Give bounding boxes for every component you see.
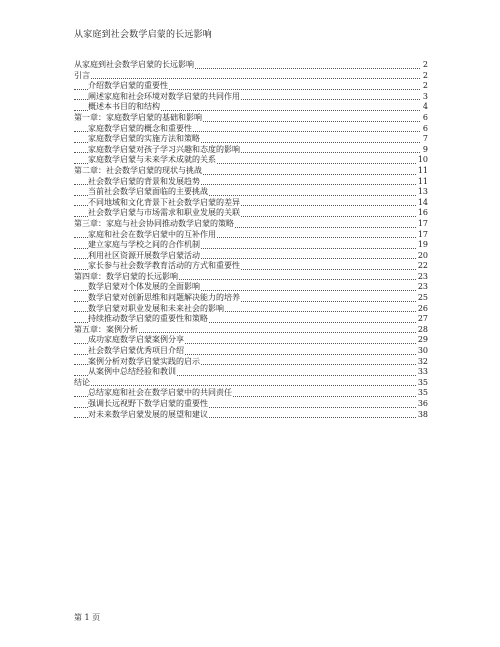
toc-entry-title: 总结家庭和社会在数学启蒙中的共同责任 bbox=[88, 388, 232, 398]
toc-entry[interactable] bbox=[74, 314, 428, 325]
running-header: 从家庭到社会数学启蒙的长远影响 bbox=[74, 30, 213, 40]
toc-entry-page-number: 6 bbox=[422, 123, 428, 133]
toc-entry[interactable] bbox=[74, 346, 428, 357]
toc-entry-title: 数学启蒙对创新思维和问题解决能力的培养 bbox=[88, 293, 240, 303]
toc-entry-title: 第四章：数学启蒙的长远影响 bbox=[74, 271, 178, 281]
toc-entry-title: 社会数学启蒙与市场需求和职业发展的关联 bbox=[88, 208, 240, 218]
toc-entry[interactable] bbox=[74, 134, 428, 145]
toc-entry[interactable] bbox=[74, 388, 428, 399]
toc-entry[interactable] bbox=[74, 166, 428, 177]
table-of-contents bbox=[74, 60, 428, 420]
toc-entry[interactable] bbox=[74, 293, 428, 304]
toc-entry-title: 数学启蒙对职业发展和未来社会的影响 bbox=[88, 303, 224, 313]
toc-entry-title: 家庭数学启蒙对孩子学习兴趣和态度的影响 bbox=[88, 144, 240, 154]
toc-entry-title: 成功家庭数学启蒙案例分享 bbox=[88, 335, 184, 345]
toc-entry-page-number: 6 bbox=[422, 112, 428, 122]
toc-entry-page-number: 4 bbox=[422, 102, 428, 112]
toc-entry[interactable] bbox=[74, 102, 428, 113]
toc-entry-page-number: 16 bbox=[417, 208, 428, 218]
toc-entry-title: 结论 bbox=[74, 377, 90, 387]
dot-leader bbox=[74, 385, 420, 386]
toc-entry-title: 家庭数学启蒙的概念和重要性 bbox=[88, 123, 192, 133]
toc-entry-title: 对未来数学启蒙发展的展望和建议 bbox=[88, 409, 208, 419]
toc-entry-page-number: 38 bbox=[417, 409, 428, 419]
toc-entry-page-number: 30 bbox=[417, 346, 428, 356]
toc-entry-page-number: 32 bbox=[417, 356, 428, 366]
toc-entry-page-number: 28 bbox=[417, 324, 428, 334]
toc-entry[interactable] bbox=[74, 219, 428, 230]
toc-entry[interactable] bbox=[74, 410, 428, 421]
toc-entry-page-number: 11 bbox=[417, 165, 428, 175]
toc-entry-title: 案例分析对数学启蒙实践的启示 bbox=[88, 356, 200, 366]
toc-entry-page-number: 33 bbox=[417, 367, 428, 377]
toc-entry-page-number: 17 bbox=[417, 218, 428, 228]
toc-entry-page-number: 2 bbox=[422, 70, 428, 80]
toc-entry-title: 从家庭到社会数学启蒙的长远影响 bbox=[74, 60, 194, 69]
toc-entry-page-number: 27 bbox=[417, 314, 428, 324]
toc-entry-title: 不同地域和文化背景下社会数学启蒙的差异 bbox=[88, 197, 240, 207]
toc-entry-title: 强调长远视野下数学启蒙的重要性 bbox=[88, 399, 208, 408]
toc-entry-page-number: 23 bbox=[417, 282, 428, 292]
toc-entry-page-number: 13 bbox=[417, 187, 428, 197]
toc-entry-title: 当前社会数学启蒙面临的主要挑战 bbox=[88, 187, 208, 197]
toc-entry-title: 社会数学启蒙的背景和发展趋势 bbox=[88, 176, 200, 186]
toc-entry-page-number: 23 bbox=[417, 271, 428, 281]
toc-entry-page-number: 25 bbox=[417, 293, 428, 303]
toc-entry-page-number: 11 bbox=[417, 176, 428, 186]
toc-entry[interactable] bbox=[74, 60, 428, 71]
toc-entry-page-number: 2 bbox=[422, 60, 428, 69]
toc-entry-title: 持续推动数学启蒙的重要性和策略 bbox=[88, 314, 208, 324]
toc-entry-title: 社会数学启蒙优秀项目介绍 bbox=[88, 346, 184, 356]
toc-entry-page-number: 9 bbox=[422, 144, 428, 154]
toc-entry-title: 第三章：家庭与社会协同推动数学启蒙的策略 bbox=[74, 218, 234, 228]
toc-entry[interactable] bbox=[74, 282, 428, 293]
toc-entry[interactable] bbox=[74, 357, 428, 368]
toc-entry-page-number: 10 bbox=[417, 155, 428, 165]
toc-entry-page-number: 26 bbox=[417, 303, 428, 313]
toc-entry-title: 家庭和社会在数学启蒙中的互补作用 bbox=[88, 229, 216, 239]
toc-entry[interactable] bbox=[74, 325, 428, 336]
toc-entry[interactable] bbox=[74, 240, 428, 251]
page-number: 第 1 页 bbox=[74, 613, 101, 622]
toc-entry-title: 家庭数学启蒙与未来学术成就的关系 bbox=[88, 155, 216, 165]
toc-entry-page-number: 20 bbox=[417, 250, 428, 260]
toc-entry[interactable] bbox=[74, 335, 428, 346]
toc-entry-title: 引言 bbox=[74, 70, 90, 80]
toc-entry-page-number: 17 bbox=[417, 229, 428, 239]
toc-entry-title: 阐述家庭和社会环境对数学启蒙的共同作用 bbox=[88, 91, 240, 101]
toc-entry[interactable] bbox=[74, 399, 428, 410]
toc-entry-page-number: 3 bbox=[422, 91, 428, 101]
toc-entry-title: 第二章：社会数学启蒙的现状与挑战 bbox=[74, 165, 202, 175]
toc-entry[interactable] bbox=[74, 261, 428, 272]
toc-entry[interactable] bbox=[74, 155, 428, 166]
toc-entry[interactable] bbox=[74, 198, 428, 209]
toc-entry[interactable] bbox=[74, 230, 428, 241]
toc-entry-title: 从案例中总结经验和教训 bbox=[88, 367, 176, 377]
toc-entry-title: 第一章：家庭数学启蒙的基础和影响 bbox=[74, 112, 202, 122]
toc-entry-title: 数学启蒙对个体发展的全面影响 bbox=[88, 282, 200, 292]
toc-entry[interactable] bbox=[74, 113, 428, 124]
toc-entry[interactable] bbox=[74, 251, 428, 262]
toc-entry-page-number: 2 bbox=[422, 81, 428, 91]
toc-entry-page-number: 35 bbox=[417, 388, 428, 398]
toc-entry-page-number: 35 bbox=[417, 377, 428, 387]
toc-entry-page-number: 36 bbox=[417, 399, 428, 408]
toc-entry[interactable] bbox=[74, 367, 428, 378]
toc-entry[interactable] bbox=[74, 92, 428, 103]
toc-entry-title: 介绍数学启蒙的重要性 bbox=[88, 81, 168, 91]
toc-entry-title: 概述本书目的和结构 bbox=[88, 102, 160, 112]
dot-leader bbox=[74, 78, 420, 79]
toc-entry-page-number: 14 bbox=[417, 197, 428, 207]
toc-entry[interactable] bbox=[74, 304, 428, 315]
toc-entry[interactable] bbox=[74, 177, 428, 188]
toc-entry[interactable] bbox=[74, 145, 428, 156]
toc-entry[interactable] bbox=[74, 187, 428, 198]
toc-entry[interactable] bbox=[74, 272, 428, 283]
toc-entry-page-number: 22 bbox=[417, 261, 428, 271]
toc-entry-title: 利用社区资源开展数学启蒙活动 bbox=[88, 250, 200, 260]
toc-entry-title: 家长参与社会数学教育活动的方式和重要性 bbox=[88, 261, 240, 271]
toc-entry[interactable] bbox=[74, 378, 428, 389]
toc-entry-title: 第五章：案例分析 bbox=[74, 324, 138, 334]
toc-entry[interactable] bbox=[74, 71, 428, 82]
toc-entry-title: 建立家庭与学校之间的合作机制 bbox=[88, 240, 200, 250]
toc-entry[interactable] bbox=[74, 124, 428, 135]
toc-entry-page-number: 29 bbox=[417, 335, 428, 345]
toc-entry-title: 家庭数学启蒙的实施方法和策略 bbox=[88, 134, 200, 144]
toc-entry[interactable] bbox=[74, 81, 428, 92]
toc-entry-page-number: 19 bbox=[417, 240, 428, 250]
toc-entry-page-number: 7 bbox=[422, 134, 428, 144]
toc-entry[interactable] bbox=[74, 208, 428, 219]
